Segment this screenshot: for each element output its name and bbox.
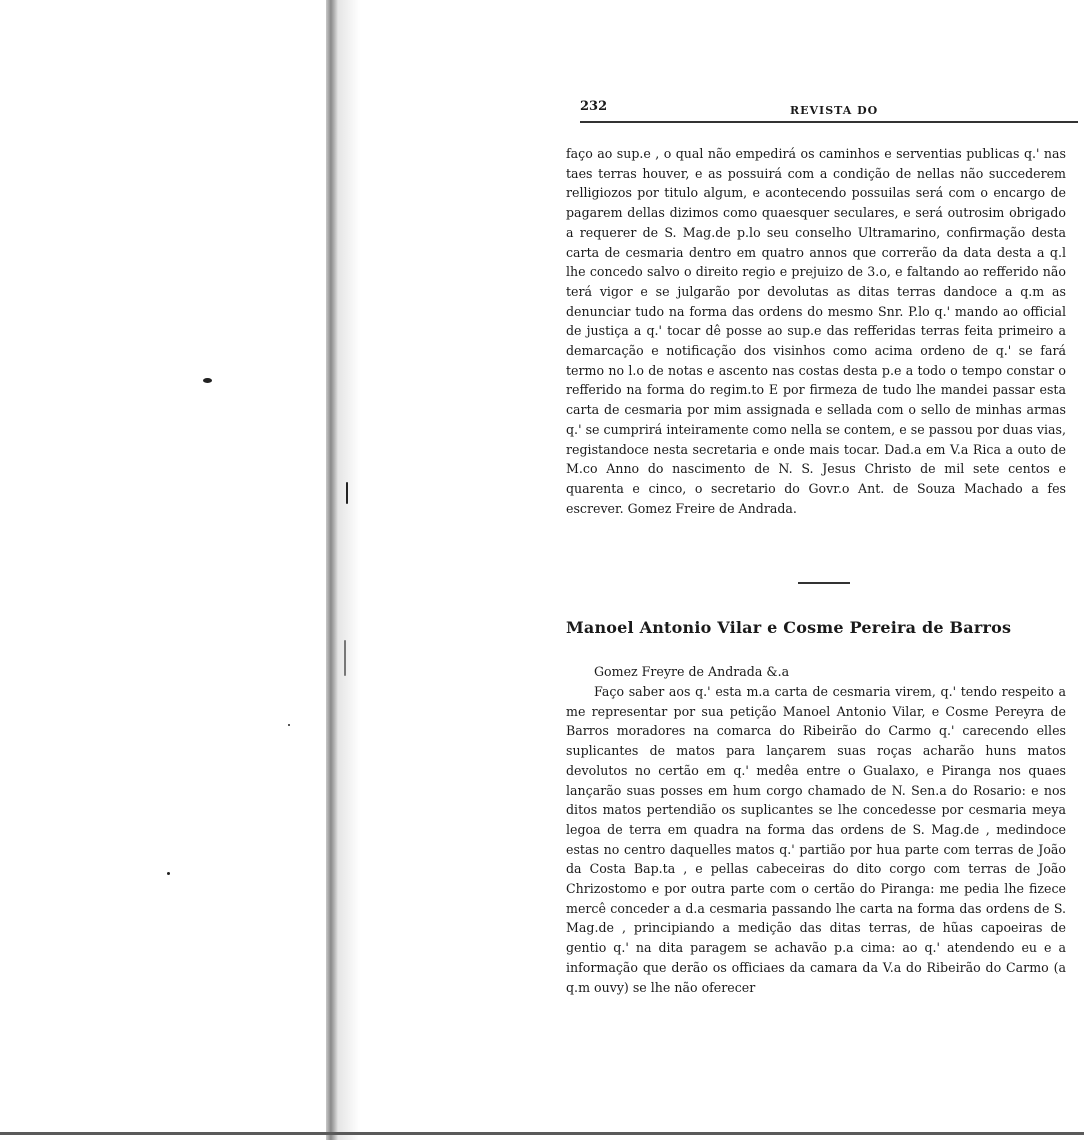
- section-heading: Manoel Antonio Vilar e Cosme Pereira de Barros: [566, 618, 1012, 637]
- salutation-line: Gomez Freyre de Andrada &.a: [594, 664, 790, 679]
- gutter-shadow: [338, 0, 360, 1140]
- ink-speck: [346, 482, 348, 504]
- page-bottom-edge: [0, 1132, 1084, 1135]
- body-paragraph-carta: Faço saber aos q.' esta m.a carta de cesmaria virem, q.' tendo respeito a me representar por sua petição Manoel Antonio Vilar, e Cosme Pereyra de Barros moradores na comarca do Ribeirão do Carmo q.' carecendo elles suplicantes de matos para lançarem suas roças acharão huns matos devolutos no certão em q.' medêa entre o Gualaxo, e Piranga nos quaes lançarão suas posses em hum corgo chamado de N. Sen.a do Rosario: e nos ditos matos pertendião os suplicantes se lhe concedesse por cesmaria meya legoa de terra em quadra na forma das ordens de S. Mag.de , medindoce estas no centro daquelles matos q.' partião por hua parte com terras de João da Costa Bap.ta , e pellas cabeceiras do dito corgo com terras de João Chrizostomo e por outra parte com o certão do Piranga: me pedia lhe fizece mercê conceder a d.a cesmaria passando lhe carta na forma das ordens de S. Mag.de , principiando a medição das ditas terras, de hũas capoeiras de gentio q.' na dita paragem se achavão p.a cima: ao q.' atendendo eu e a informação que derão os officiaes da camara da V.a do Ribeirão do Carmo (a q.m ouvy) se lhe não oferecer: [566, 684, 1066, 995]
- page-number: 232: [580, 99, 608, 114]
- ink-speck: [288, 724, 290, 726]
- section-divider: [798, 582, 850, 584]
- ink-speck: [344, 640, 346, 676]
- ink-speck: [167, 872, 170, 875]
- body-paragraph-carta-end: faço ao sup.e , o qual não empedirá os caminhos e serventias publicas q.' nas taes terras houver, e as possuirá com a condição de nellas não succederem relligiozos por titulo algum, e acontecendo possuilas será com o encargo de pagarem dellas dizimos como quaesquer seculares, e será outrosim obrigado a requerer de S. Mag.de p.lo seu conselho Ultramarino, confirmação desta carta de cesmaria dentro em quatro annos que correrão da data desta a q.l lhe concedo salvo o direito regio e prejuizo de 3.o, e faltando ao refferido não terá vigor e se julgarão por devolutas as ditas terras dandoce a q.m as denunciar tudo na forma das ordens do mesmo Snr. P.lo q.' mando ao official de justiça a q.' tocar dê posse ao sup.e das refferidas terras feita primeiro a demarcação e notificação dos visinhos como acima ordeno de q.' se fará termo no l.o de notas e ascento nas costas desta p.e a todo o tempo constar o refferido na forma do regim.to E por firmeza de tudo lhe mandei passar esta carta de cesmaria por mim assignada e sellada com o sello de minhas armas q.' se cumprirá inteiramente como nella se contem, e se passou por duas vias, registandoce nesta secretaria e onde mais tocar. Dad.a em V.a Rica a outo de M.co Anno do nascimento de N. S. Jesus Christo de mil sete centos e quarenta e cinco, o secretario do Govr.o Ant. de Souza Machado a fes escrever. Gomez Freire de Andrada.: [566, 146, 1066, 516]
- running-head: [580, 99, 1078, 123]
- book-gutter: [326, 0, 338, 1140]
- ink-speck: [203, 378, 212, 383]
- journal-title: REVISTA DO: [790, 104, 879, 117]
